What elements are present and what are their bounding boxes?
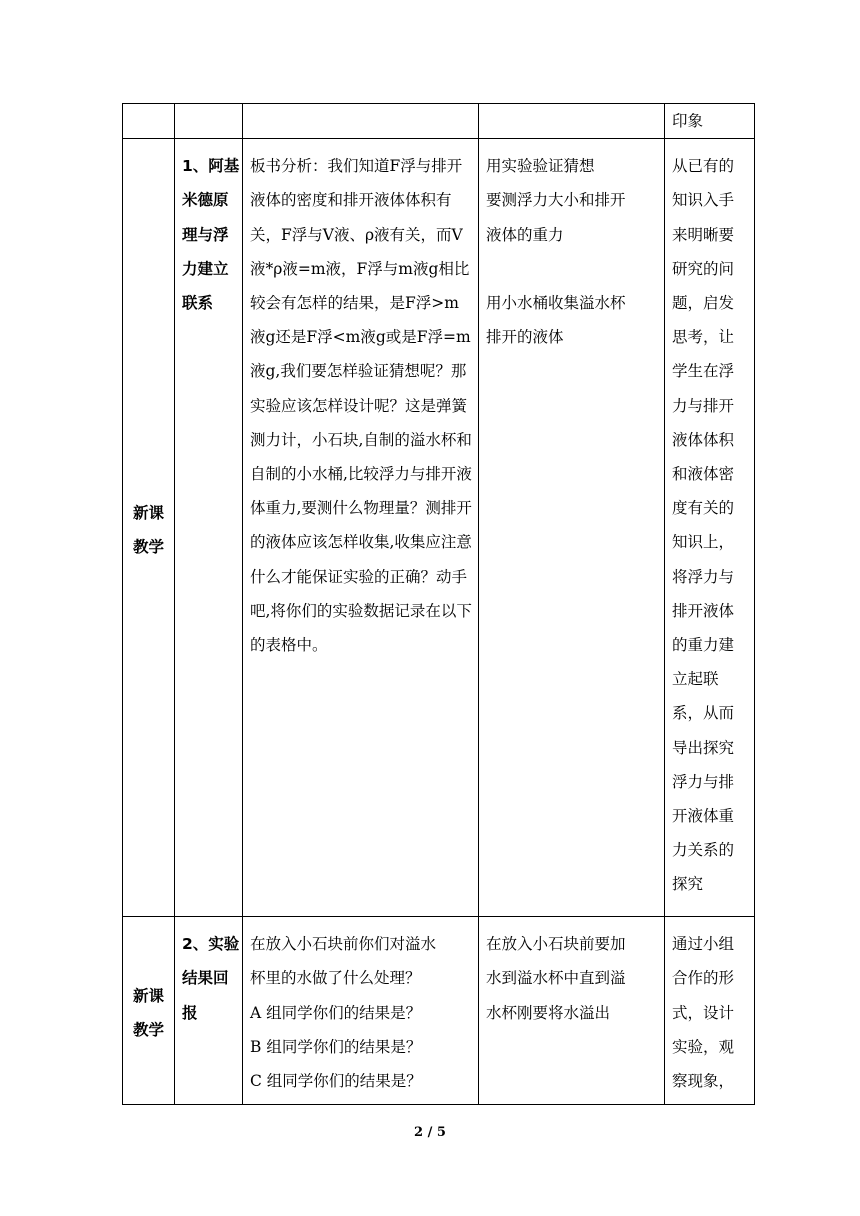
intent-text: 学生在浮 <box>672 362 735 381</box>
intent-text: 知识入手 <box>672 191 735 210</box>
intent-text: 排开液体 <box>672 601 735 620</box>
table-cell <box>175 104 243 139</box>
intent-text: 题，启发 <box>672 294 735 313</box>
student-activity-text: 用实验验证猜想 <box>486 157 595 176</box>
intent-text: 浮力与排 <box>672 772 735 791</box>
intent-text: 实验，观 <box>672 1037 735 1056</box>
teacher-activity-text: A 组同学你们的结果是？ <box>250 1003 422 1022</box>
student-activity-text: 排开的液体 <box>486 328 564 347</box>
intent-text: 知识上， <box>672 533 735 552</box>
intent-text: 从已有的 <box>672 157 735 176</box>
intent-cell <box>665 917 755 1105</box>
stage-label: 教学 <box>132 537 164 556</box>
intent-text: 思考，让 <box>672 328 735 347</box>
step-title: 联系 <box>182 294 214 313</box>
intent-text: 探究 <box>672 875 704 894</box>
step-cell <box>175 917 243 1105</box>
intent-cell <box>665 139 755 917</box>
step-title: 2、实验 <box>182 935 240 954</box>
teacher-activity-text: 板书分析：我们知道F浮与排开液体的密度和排开液体体积有关，F浮与V液、ρ液有关，而V液*ρ液=m液，F浮与m液g相比较会有怎样的结果，是F浮>m液g还是F浮<m液g或是F浮=m液g,我们要怎样验证猜想呢？那实验应该怎样设计呢？这是弹簧测力计，小石块,自制的溢水杯和自制的小水桶,比较浮力与排开液体重力,要测什么物理量？测排开的液体应该怎样收集,收集应注意什么才能保证实验的正确？动手吧,将你们的实验数据记录在以下的表格中。 <box>250 157 472 655</box>
intent-text: 液体体积 <box>672 430 735 449</box>
stage-label: 新课 <box>132 986 164 1005</box>
table-cell <box>123 104 175 139</box>
student-activity-text: 液体的重力 <box>486 225 564 244</box>
stage-label: 教学 <box>132 1020 164 1039</box>
intent-text: 将浮力与 <box>672 567 735 586</box>
student-activity-cell <box>479 139 665 917</box>
teacher-activity-text: 杯里的水做了什么处理？ <box>250 969 421 988</box>
table-cell <box>243 104 479 139</box>
teacher-activity-cell <box>243 917 479 1105</box>
student-activity-cell <box>479 917 665 1105</box>
intent-text: 导出探究 <box>672 738 735 757</box>
intent-text: 立起联 <box>672 670 719 689</box>
table-row <box>123 139 755 917</box>
student-activity-text: 在放入小石块前要加 <box>486 935 626 954</box>
step-title: 米德原 <box>182 191 229 210</box>
step-title: 报 <box>182 1003 198 1022</box>
step-cell <box>175 139 243 917</box>
intent-text: 和液体密 <box>672 465 735 484</box>
student-activity-text: 水杯刚要将水溢出 <box>486 1003 611 1022</box>
intent-text: 力与排开 <box>672 396 735 415</box>
intent-cell <box>665 104 755 139</box>
stage-label: 新课 <box>132 503 164 522</box>
intent-text: 系，从而 <box>672 704 735 723</box>
stage-cell <box>123 139 175 917</box>
student-activity-text: 要测浮力大小和排开 <box>486 191 626 210</box>
step-title: 结果回 <box>182 969 229 988</box>
page-number: 2 / 5 <box>414 1125 446 1140</box>
student-activity-text: 用小水桶收集溢水杯 <box>486 293 626 312</box>
intent-text: 来明晰要 <box>672 225 735 244</box>
teacher-activity-text: 在放入小石块前你们对溢水 <box>250 935 437 954</box>
lesson-plan-table <box>122 103 755 1105</box>
intent-text: 度有关的 <box>672 499 735 518</box>
intent-text: 研究的问 <box>672 259 735 278</box>
intent-text: 印象 <box>672 112 704 130</box>
student-activity-text: 水到溢水杯中直到溢 <box>486 969 626 988</box>
spacer <box>486 252 659 286</box>
intent-text: 式，设计 <box>672 1003 735 1022</box>
intent-text: 通过小组 <box>672 935 735 954</box>
step-title: 力建立 <box>182 259 229 278</box>
teacher-activity-text: C 组同学你们的结果是？ <box>250 1072 422 1091</box>
step-title: 1、阿基 <box>182 157 240 176</box>
table-cell <box>479 104 665 139</box>
table-row <box>123 104 755 139</box>
table-row <box>123 917 755 1105</box>
intent-text: 察现象， <box>672 1072 735 1091</box>
intent-text: 力关系的 <box>672 841 735 860</box>
intent-text: 开液体重 <box>672 807 735 826</box>
intent-text: 合作的形 <box>672 969 735 988</box>
teacher-activity-cell <box>243 139 479 917</box>
step-title: 理与浮 <box>182 225 229 244</box>
stage-cell <box>123 917 175 1105</box>
teacher-activity-text: B 组同学你们的结果是？ <box>250 1037 422 1056</box>
intent-text: 的重力建 <box>672 636 735 655</box>
